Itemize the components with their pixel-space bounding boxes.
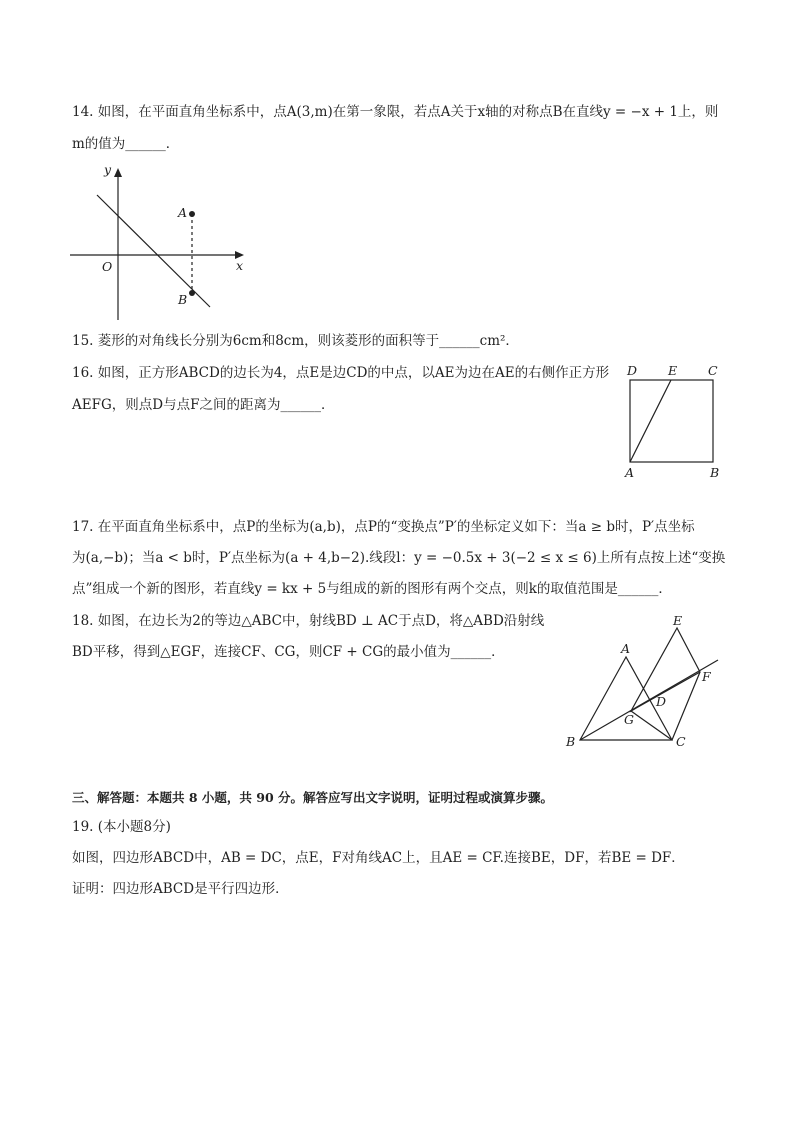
q17-line3: 点”组成一个新的图形，若直线y = kx + 5与组成的新的图形有两个交点，则k的取值范围是______． [72, 581, 672, 597]
segment-cg [631, 711, 672, 740]
q19-line2: 证明：四边形ABCD是平行四边形． [72, 881, 289, 897]
label-d: D [656, 694, 667, 709]
label-b: B [178, 292, 188, 307]
label-a: A [178, 205, 188, 220]
y-axis-arrow-icon [114, 168, 122, 177]
label-c: C [708, 363, 718, 378]
label-g: G [624, 712, 634, 727]
q14-coordinate-figure [68, 160, 253, 325]
q17-line2: 为(a,−b)；当a < b时，P′点坐标为(a + 4,b−2).线段l：y = −0.5x + 3(−2 ≤ x ≤ 6)上所有点按上述“变换 [72, 550, 726, 566]
label-c: C [676, 734, 686, 749]
q16-line1: 16. 如图，正方形ABCD的边长为4，点E是边CD的中点，以AE为边在AE的右侧作正方形 [72, 365, 610, 381]
label-d: D [627, 363, 638, 378]
label-b: B [566, 734, 576, 749]
q18-line2: BD平移，得到△EGF，连接CF、CG，则CF + CG的最小值为______． [72, 644, 505, 660]
point-b [189, 290, 195, 296]
q14-line1: 14. 如图，在平面直角坐标系中，点A(3,m)在第一象限，若点A关于x轴的对称点B在直线y = −x + 1上，则 [72, 104, 719, 120]
segment-ae [630, 380, 671, 462]
ray-bd [580, 660, 718, 740]
q14-line2: m的值为______． [72, 136, 180, 152]
q18-triangle-figure [560, 610, 730, 755]
label-a: A [621, 641, 631, 656]
q18-line1: 18. 如图，在边长为2的等边△ABC中，射线BD ⊥ AC于点D，将△ABD沿射线 [72, 613, 545, 629]
q16-line2: AEFG，则点D与点F之间的距离为______． [72, 397, 335, 413]
segment-cf [672, 672, 700, 740]
square-abcd [630, 380, 713, 462]
q19-head: 19. (本小题8分) [72, 819, 171, 835]
label-e: E [668, 363, 678, 378]
q16-square-figure [620, 360, 730, 485]
label-o: O [102, 259, 113, 274]
q15-line1: 15. 菱形的对角线长分别为6cm和8cm，则该菱形的面积等于______cm²． [72, 333, 519, 349]
label-x: x [236, 258, 244, 273]
label-b: B [710, 465, 720, 480]
label-a: A [625, 465, 635, 480]
section-3-title: 三、解答题：本题共 8 小题，共 90 分。解答应写出文字说明，证明过程或演算步骤。 [72, 790, 554, 805]
label-f: F [702, 669, 711, 684]
q17-line1: 17. 在平面直角坐标系中，点P的坐标为(a,b)，点P的“变换点”P′的坐标定义如下：当a ≥ b时，P′点坐标 [72, 519, 695, 535]
label-y: y [104, 162, 112, 177]
point-a [189, 211, 195, 217]
label-e: E [673, 613, 683, 628]
q19-line1: 如图，四边形ABCD中，AB = DC，点E，F对角线AC上，且AE = CF.连接BE，DF，若BE = DF． [72, 850, 685, 866]
